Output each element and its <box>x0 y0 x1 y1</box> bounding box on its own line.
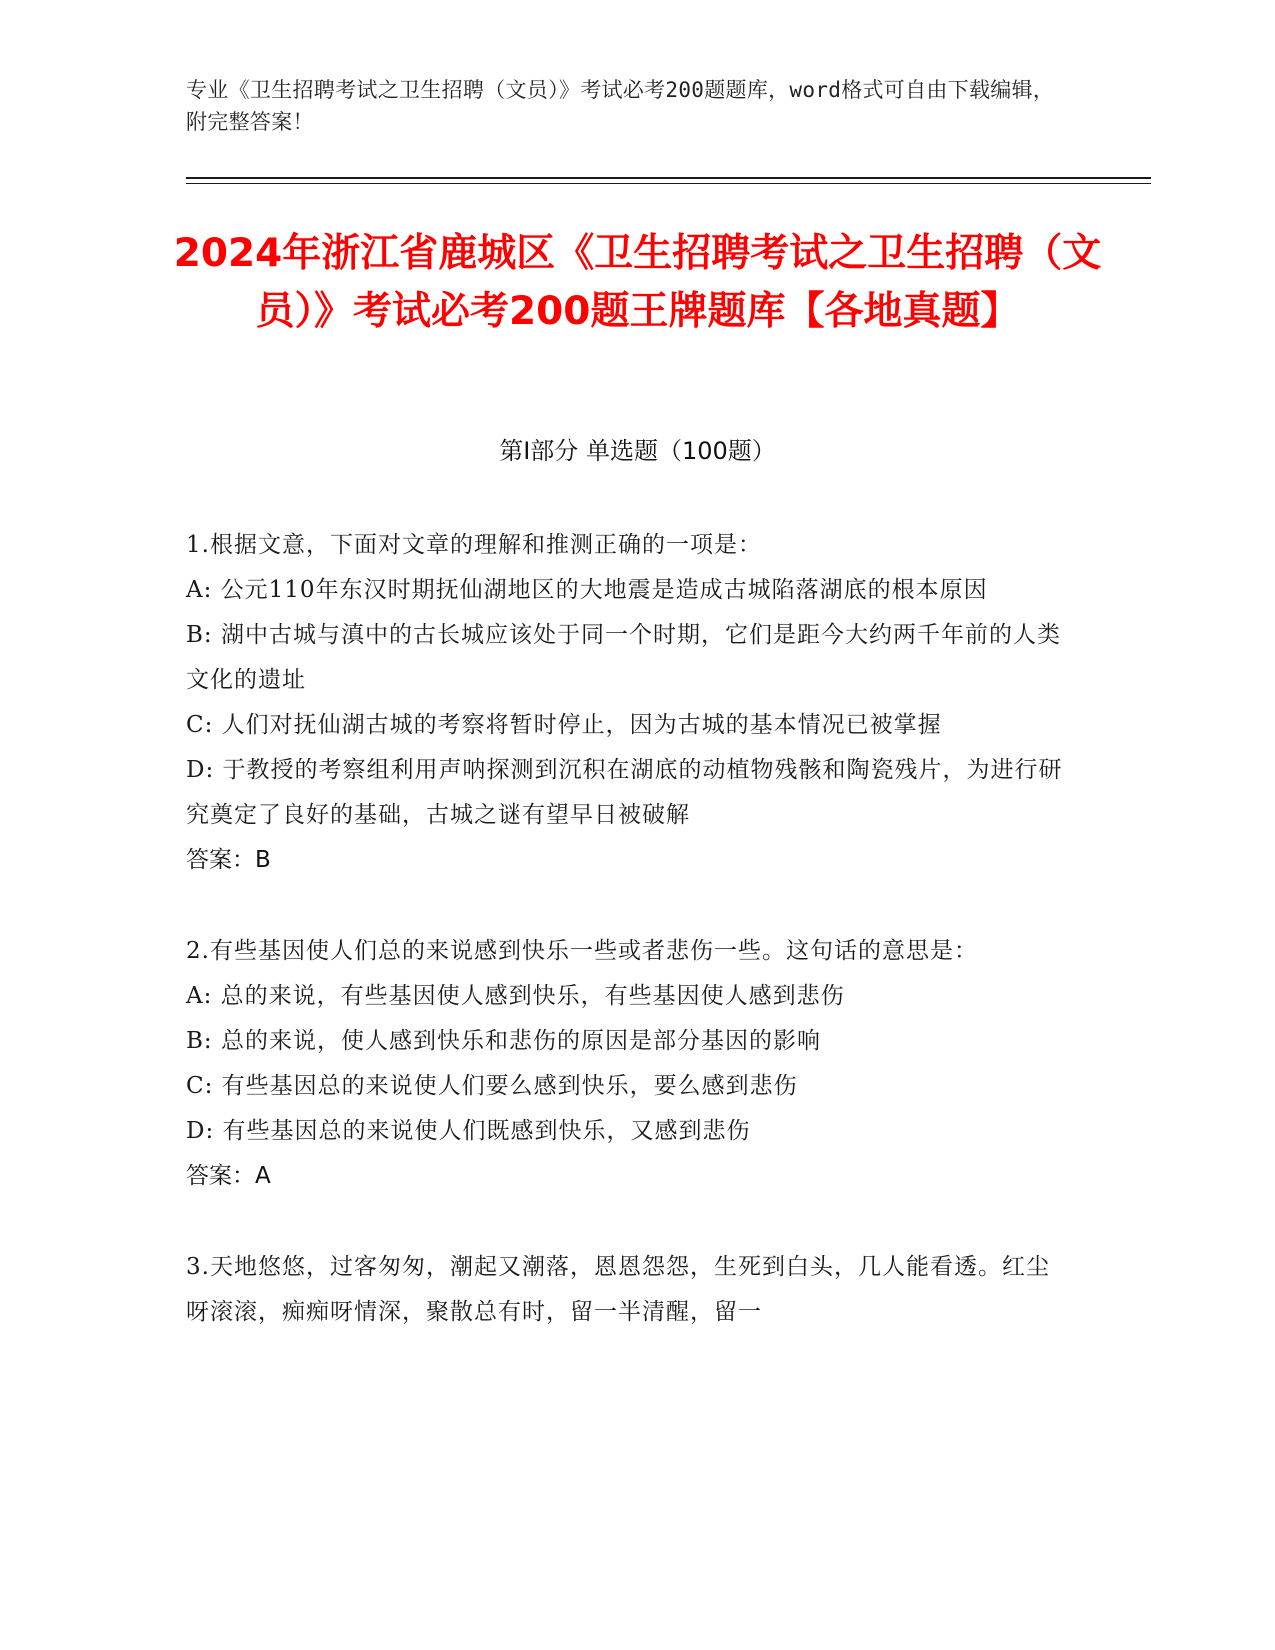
option-d: D: 有些基因总的来说使人们既感到快乐，又感到悲伤 <box>186 1118 751 1144</box>
option-b: B: 总的来说，使人感到快乐和悲伤的原因是部分基因的影响 <box>186 1028 821 1054</box>
option-d: D: 于教授的考察组利用声呐探测到沉积在湖底的动植物残骸和陶瓷残片，为进行研究奠定了良好的基础，古城之谜有望早日被破解 <box>186 757 1063 828</box>
document-title: 2024年浙江省鹿城区《卫生招聘考试之卫生招聘（文员）》考试必考200题王牌题库【各地真题】 <box>173 231 1102 334</box>
header-divider-thick <box>186 177 1151 179</box>
question-stem: 1.根据文意，下面对文章的理解和推测正确的一项是： <box>186 532 762 558</box>
option-c: C: 有些基因总的来说使人们要么感到快乐，要么感到悲伤 <box>186 1073 798 1099</box>
option-c: C: 人们对抚仙湖古城的考察将暂时停止，因为古城的基本情况已被掌握 <box>186 712 942 738</box>
question-3 <box>186 1245 1066 1335</box>
question-1 <box>186 523 1066 883</box>
answer: 答案：A <box>186 1163 271 1189</box>
question-list <box>186 523 1066 1381</box>
question-stem: 3.天地悠悠，过客匆匆，潮起又潮落，恩恩怨怨，生死到白头，几人能看透。红尘呀滚滚，痴痴呀情深，聚散总有时，留一半清醒，留一 <box>186 1254 1050 1325</box>
option-b: B: 湖中古城与滇中的古长城应该处于同一个时期，它们是距今大约两千年前的人类文化的遗址 <box>186 622 1061 693</box>
option-a: A: 总的来说，有些基因使人感到快乐，有些基因使人感到悲伤 <box>186 983 845 1009</box>
option-a: A: 公元110年东汉时期抚仙湖地区的大地震是造成古城陷落湖底的根本原因 <box>186 577 988 603</box>
answer: 答案：B <box>186 847 271 873</box>
question-2 <box>186 929 1066 1199</box>
question-stem: 2.有些基因使人们总的来说感到快乐一些或者悲伤一些。这句话的意思是： <box>186 938 978 964</box>
section-title: 第I部分 单选题（100题） <box>499 437 776 465</box>
header-note: 专业《卫生招聘考试之卫生招聘（文员）》考试必考200题题库，word格式可自由下载编辑，附完整答案！ <box>186 78 1055 134</box>
header-divider-thin <box>186 183 1151 184</box>
